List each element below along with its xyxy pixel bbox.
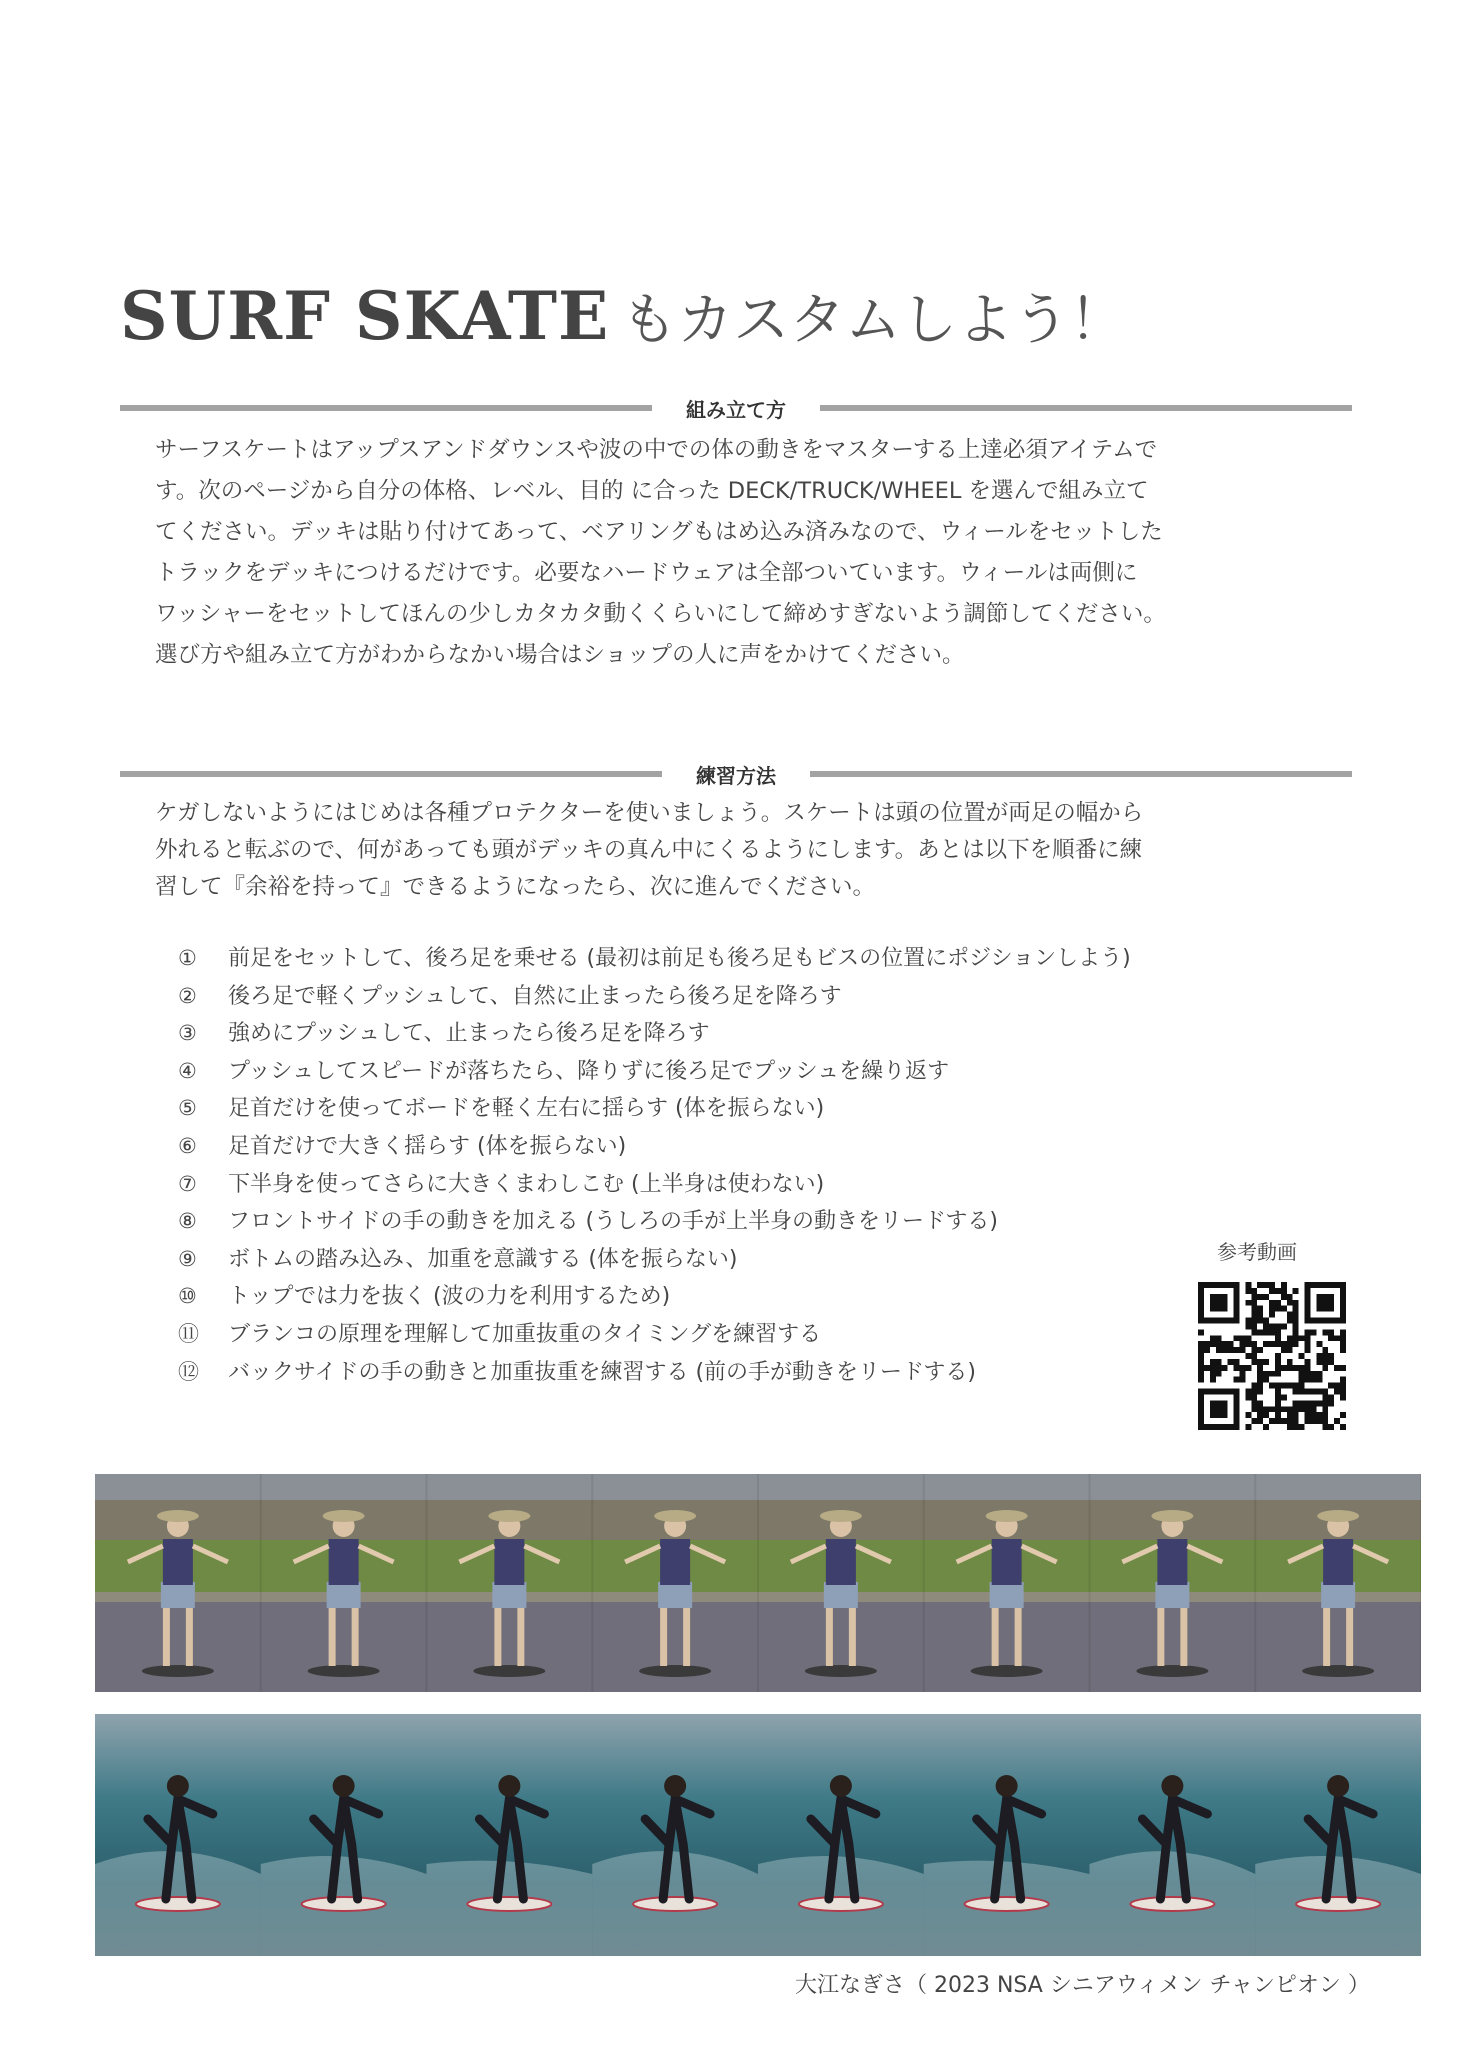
paragraph-line: ワッシャーをセットしてほんの少しカタカタ動くくらいにして締めすぎないよう調節してください。: [155, 601, 1166, 627]
step-text: フロントサイドの手の動きを加える (うしろの手が上半身の動きをリードする): [228, 1209, 998, 1235]
qr-code-icon[interactable]: [1198, 1282, 1346, 1430]
step-number: ①: [178, 946, 197, 970]
heading-rule-right: [810, 771, 1352, 777]
step-text: ブランコの原理を理解して加重抜重のタイミングを練習する: [228, 1321, 822, 1347]
practice-steps-list: [178, 940, 1178, 1391]
practice-step: [178, 978, 1178, 1016]
paragraph-line: 選び方や組み立て方がわからなかい場合はショップの人に声をかけてください。: [155, 642, 965, 668]
step-text: 足首だけを使ってボードを軽く左右に揺らす (体を振らない): [228, 1096, 825, 1122]
assembly-section-heading: [120, 396, 1352, 420]
assembly-paragraph: [155, 430, 1335, 676]
step-number: ④: [178, 1058, 197, 1083]
title-english: SURF SKATE: [120, 277, 610, 355]
step-text: バックサイドの手の動きと加重抜重を練習する (前の手が動きをリードする): [228, 1359, 976, 1385]
practice-step: [178, 1166, 1178, 1204]
step-text: ボトムの踏み込み、加重を意識する (体を振らない): [228, 1246, 738, 1272]
step-number: ⑧: [178, 1209, 197, 1234]
step-number: ⑥: [178, 1133, 197, 1158]
step-number: ⑫: [178, 1359, 199, 1384]
step-number: ⑦: [178, 1171, 197, 1196]
step-text: プッシュしてスピードが落ちたら、降りずに後ろ足でプッシュを繰り返す: [228, 1058, 950, 1084]
heading-rule-left: [120, 405, 652, 411]
paragraph-line: てください。デッキは貼り付けてあって、ベアリングもはめ込み済みなので、ウィールをセットした: [155, 519, 1163, 545]
practice-step: [178, 1203, 1178, 1241]
surf-sequence-photo: [95, 1714, 1421, 1956]
step-number: ⑤: [178, 1096, 197, 1121]
step-text: 下半身を使ってさらに大きくまわしこむ (上半身は使わない): [228, 1171, 825, 1197]
practice-section-heading: [120, 762, 1352, 786]
paragraph-line: トラックをデッキにつけるだけです。必要なハードウェアは全部ついています。ウィールは両側に: [155, 560, 1138, 586]
step-number: ⑩: [178, 1284, 197, 1309]
practice-paragraph: [155, 795, 1335, 906]
step-number: ②: [178, 983, 197, 1008]
photo-credit: 大江なぎさ（ 2023 NSA シニアウィメン チャンピオン ）: [795, 1973, 1370, 1998]
practice-step: [178, 1015, 1178, 1053]
paragraph-line: 習して『余裕を持って』できるようになったら、次に進んでください。: [155, 874, 876, 900]
step-text: 前足をセットして、後ろ足を乗せる (最初は前足も後ろ足もビスの位置にポジションしよう): [228, 946, 1131, 971]
step-text: 強めにプッシュして、止まったら後ろ足を降ろす: [228, 1021, 710, 1047]
step-text: 足首だけで大きく揺らす (体を振らない): [228, 1133, 627, 1159]
paragraph-line: ケガしないようにはじめは各種プロテクターを使いましょう。スケートは頭の位置が両足の幅から: [155, 800, 1144, 826]
assembly-heading-label: 組み立て方: [686, 397, 786, 422]
practice-heading-label: 練習方法: [696, 763, 776, 788]
practice-step: [178, 940, 1178, 978]
paragraph-line: 外れると転ぶので、何があっても頭がデッキの真ん中にくるようにします。あとは以下を順番に練: [155, 837, 1143, 863]
heading-rule-right: [820, 405, 1352, 411]
step-number: ⑨: [178, 1246, 197, 1271]
practice-step: [178, 1090, 1178, 1128]
practice-step: [178, 1241, 1178, 1279]
practice-step: [178, 1354, 1178, 1392]
title-japanese: もカスタムしよう！: [621, 288, 1126, 353]
practice-step: [178, 1053, 1178, 1091]
paragraph-line: サーフスケートはアップスアンドダウンスや波の中での体の動きをマスターする上達必須アイテムで: [155, 437, 1158, 463]
paragraph-line: す。次のページから自分の体格、レベル、目的 に合った DECK/TRUCK/WHEEL を選んで組み立て: [155, 478, 1149, 504]
practice-step: [178, 1316, 1178, 1354]
skate-sequence-photo: [95, 1474, 1421, 1692]
page-title: [120, 276, 1125, 376]
step-text: 後ろ足で軽くプッシュして、自然に止まったら後ろ足を降ろす: [228, 983, 842, 1009]
practice-step: [178, 1278, 1178, 1316]
heading-rule-left: [120, 771, 662, 777]
step-text: トップでは力を抜く (波の力を利用するため): [228, 1284, 671, 1310]
step-number: ⑪: [178, 1321, 199, 1346]
practice-step: [178, 1128, 1178, 1166]
step-number: ③: [178, 1021, 197, 1046]
qr-caption: 参考動画: [1217, 1240, 1297, 1264]
